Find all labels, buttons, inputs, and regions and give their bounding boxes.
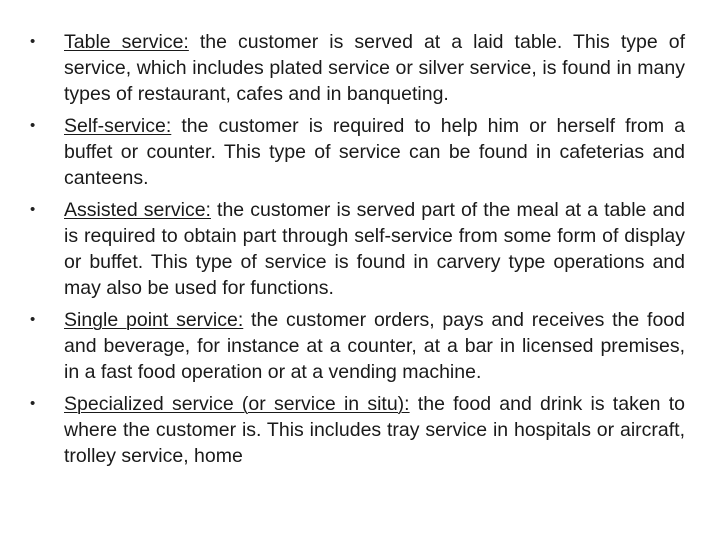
term-specialized-service: Specialized service (or service in situ): (64, 393, 410, 415)
bullet-icon: • (30, 201, 36, 218)
bullet-list (30, 29, 685, 475)
term-self-service: Self-service: (64, 115, 172, 137)
description-self-service: the customer is required to help him or herself from a buffet or counter. This type of service can be found in cafeterias and canteens. (64, 115, 685, 189)
list-item-self-service (30, 113, 685, 191)
list-item-single-point-service (30, 307, 685, 385)
bullet-icon: • (30, 33, 36, 50)
list-item-specialized-service (30, 391, 685, 469)
description-specialized-service: the food and drink is taken to where the customer is. This includes tray service in hospitals or aircraft, trolley service, home (64, 393, 685, 467)
term-table-service: Table service: (64, 31, 189, 53)
term-single-point-service: Single point service: (64, 309, 244, 331)
bullet-icon: • (30, 311, 36, 328)
bullet-icon: • (30, 117, 36, 134)
bullet-icon: • (30, 395, 36, 412)
term-assisted-service: Assisted service: (64, 199, 211, 221)
list-item-assisted-service (30, 197, 685, 301)
description-single-point-service: the customer orders, pays and receives the food and beverage, for instance at a counter, at a bar in licensed premises, in a fast food operation or at a vending machine. (64, 309, 685, 383)
description-assisted-service: the customer is served part of the meal at a table and is required to obtain part through self-service from some form of display or buffet. This type of service is found in carvery type operations and may also be used for functions. (64, 199, 685, 299)
list-item-table-service (30, 29, 685, 107)
description-table-service: the customer is served at a laid table. This type of service, which includes plated service or silver service, is found in many types of restaurant, cafes and in banqueting. (64, 31, 685, 105)
